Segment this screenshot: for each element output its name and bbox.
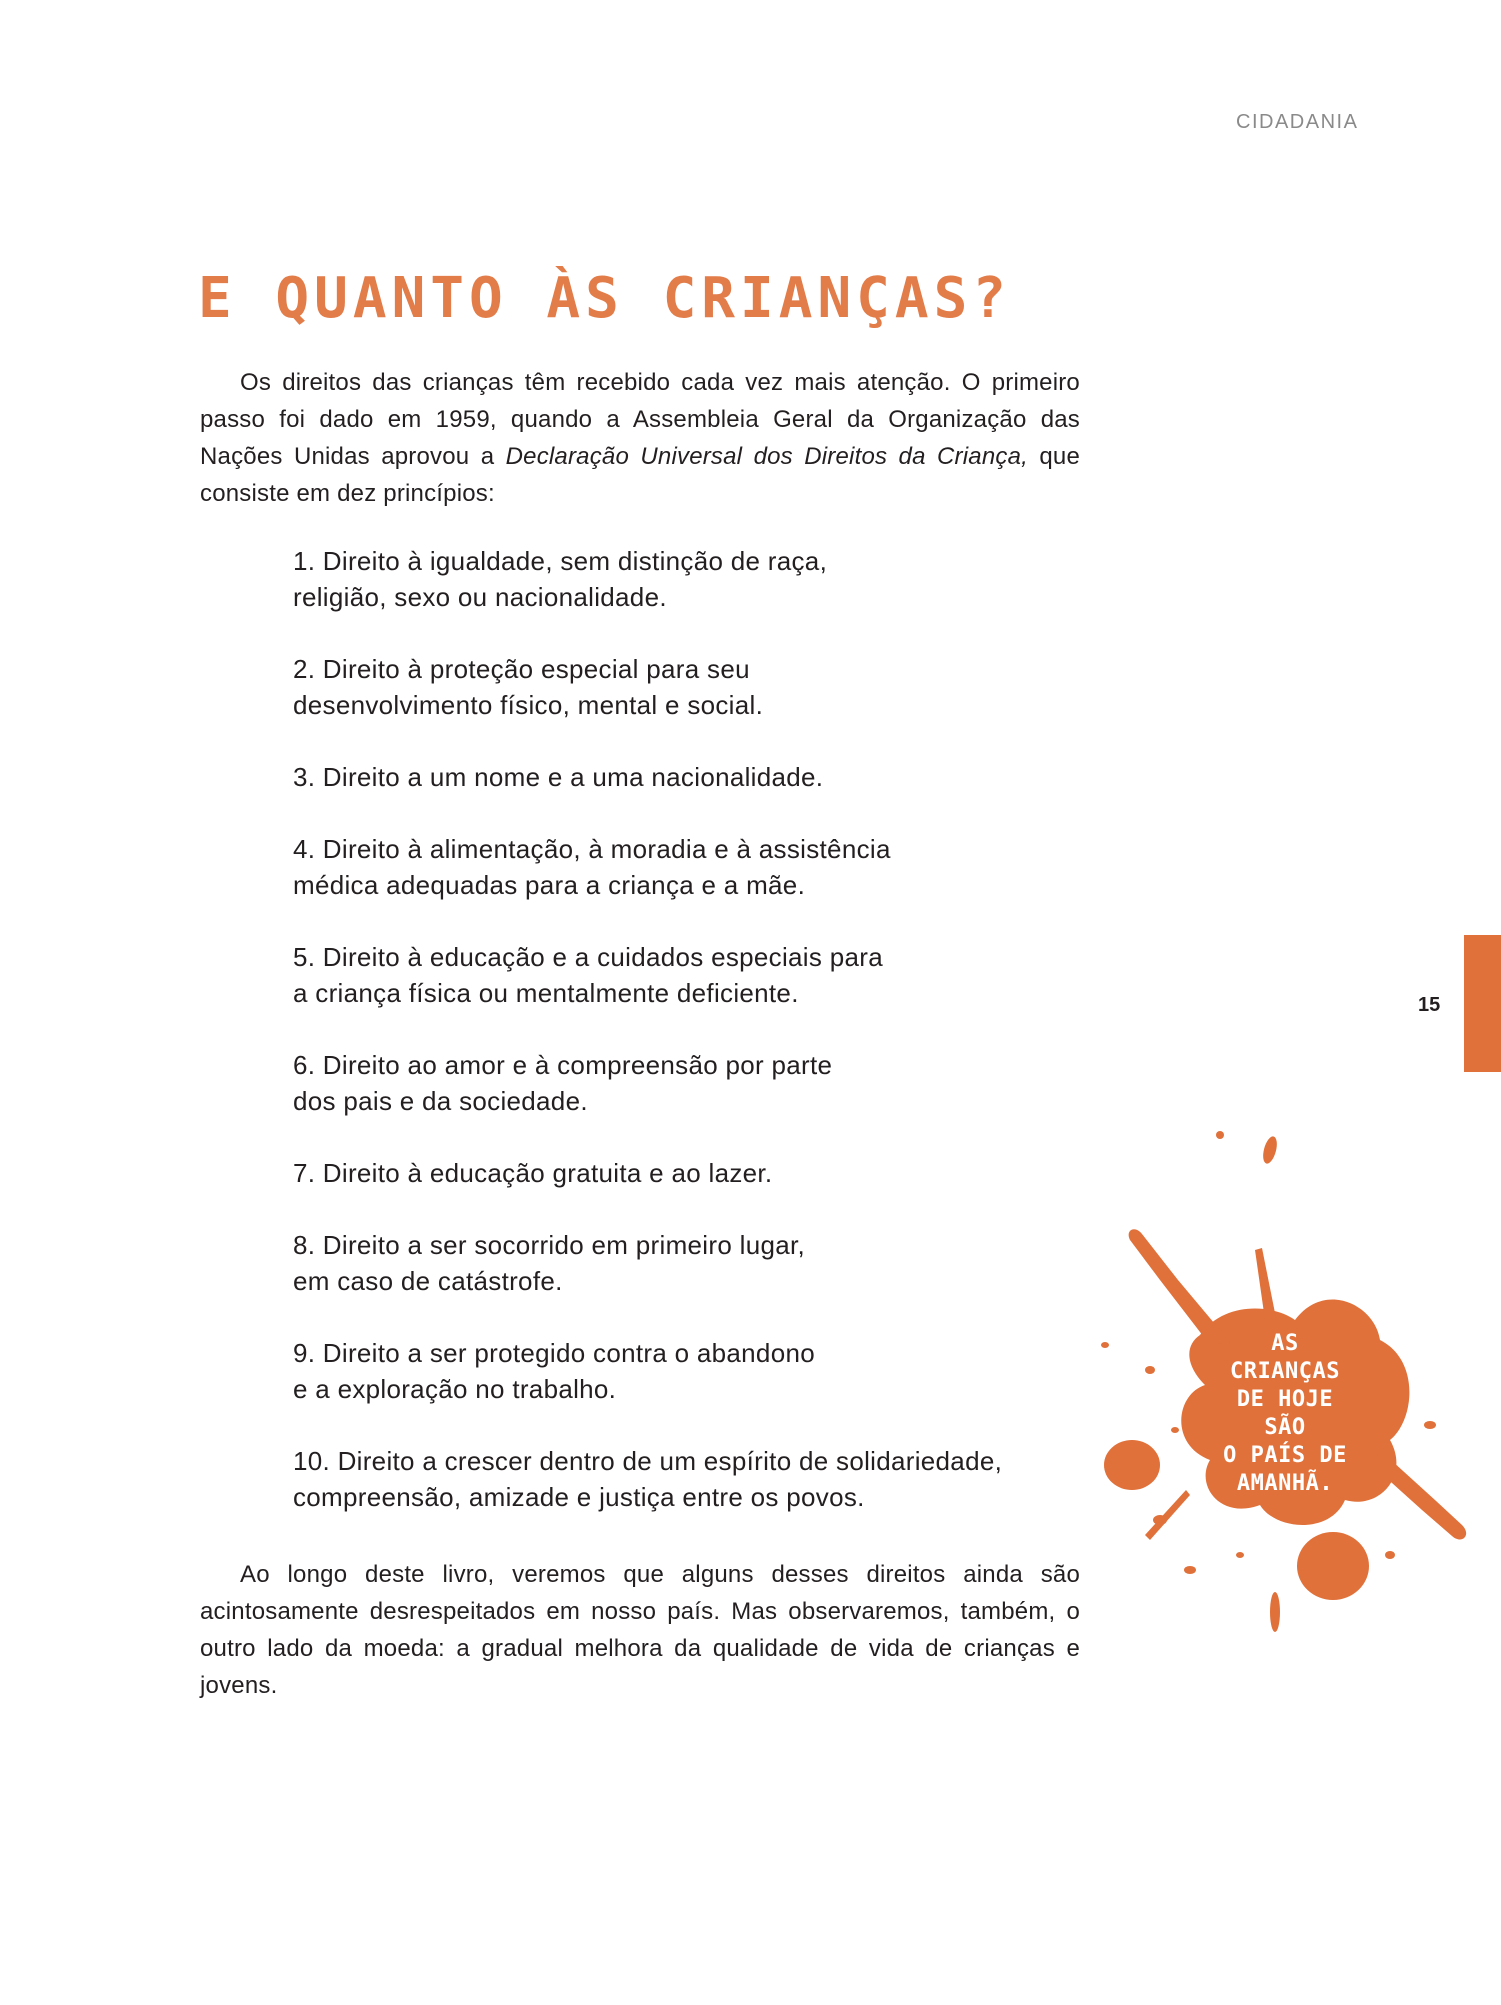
intro-emphasis: Declaração Universal dos Direitos da Criança,: [505, 443, 1028, 470]
principle-line: 5. Direito à educação e a cuidados especiais para: [293, 942, 883, 972]
principle-line: compreensão, amizade e justiça entre os povos.: [293, 1482, 865, 1512]
page-title: E QUANTO ÀS CRIANÇAS?: [198, 266, 1012, 331]
intro-paragraph: [200, 364, 1080, 512]
principle-line: 3. Direito a um nome e a uma nacionalidade.: [293, 762, 824, 792]
principle-line: em caso de catástrofe.: [293, 1266, 563, 1296]
principle-line: médica adequadas para a criança e a mãe.: [293, 870, 806, 900]
section-label: CIDADANIA: [1236, 111, 1359, 133]
principle-line: 9. Direito a ser protegido contra o abandono: [293, 1338, 815, 1368]
principle-line: 6. Direito ao amor e à compreensão por parte: [293, 1050, 833, 1080]
principle-line: 1. Direito à igualdade, sem distinção de raça,: [293, 546, 828, 576]
principle-item: [293, 1335, 1053, 1407]
principle-item: [293, 1227, 1053, 1299]
principle-item: [293, 759, 1053, 795]
principle-item: [293, 1443, 1053, 1515]
principle-line: dos pais e da sociedade.: [293, 1086, 588, 1116]
principle-item: [293, 543, 1053, 615]
intro-text-start: Os direitos das crianças têm recebido cada vez mais atenção. O primeiro passo foi dado em 1959, quando a Assembleia Geral da Organização das Nações Unidas aprovou a: [200, 369, 1080, 470]
principles-list: [293, 543, 1053, 1551]
principle-item: [293, 1047, 1053, 1119]
splat-quote: [1210, 1330, 1360, 1498]
principle-item: [293, 939, 1053, 1011]
page-edge-tab: [1464, 935, 1501, 1072]
principle-line: 4. Direito à alimentação, à moradia e à assistência: [293, 834, 891, 864]
principle-line: a criança física ou mentalmente deficiente.: [293, 978, 799, 1008]
principle-item: [293, 1155, 1053, 1191]
principle-line: 7. Direito à educação gratuita e ao lazer.: [293, 1158, 773, 1188]
principle-line: 8. Direito a ser socorrido em primeiro lugar,: [293, 1230, 806, 1260]
principle-line: 10. Direito a crescer dentro de um espírito de solidariedade,: [293, 1446, 1003, 1476]
splat-quote-line: DE HOJE SÃO: [1236, 1387, 1334, 1440]
closing-paragraph: Ao longo deste livro, veremos que alguns desses direitos ainda são acintosamente desrespeitados em nosso país. Mas observaremos, também, o outro lado da moeda: a gradual melhora da qualidade de vida de crianças e jovens.: [200, 1561, 1080, 1699]
principle-item: [293, 651, 1053, 723]
splat-quote-line: O PAÍS DE: [1223, 1443, 1347, 1468]
principle-line: desenvolvimento físico, mental e social.: [293, 690, 764, 720]
splat-quote-line: AS CRIANÇAS: [1230, 1331, 1340, 1384]
principle-line: religião, sexo ou nacionalidade.: [293, 582, 667, 612]
page-number: 15: [1418, 994, 1441, 1016]
splat-quote-line: AMANHÃ.: [1236, 1471, 1334, 1496]
intro-text-end: que consiste em dez princípios:: [200, 443, 1080, 507]
principle-line: e a exploração no trabalho.: [293, 1374, 617, 1404]
principle-item: [293, 831, 1053, 903]
principle-line: 2. Direito à proteção especial para seu: [293, 654, 750, 684]
